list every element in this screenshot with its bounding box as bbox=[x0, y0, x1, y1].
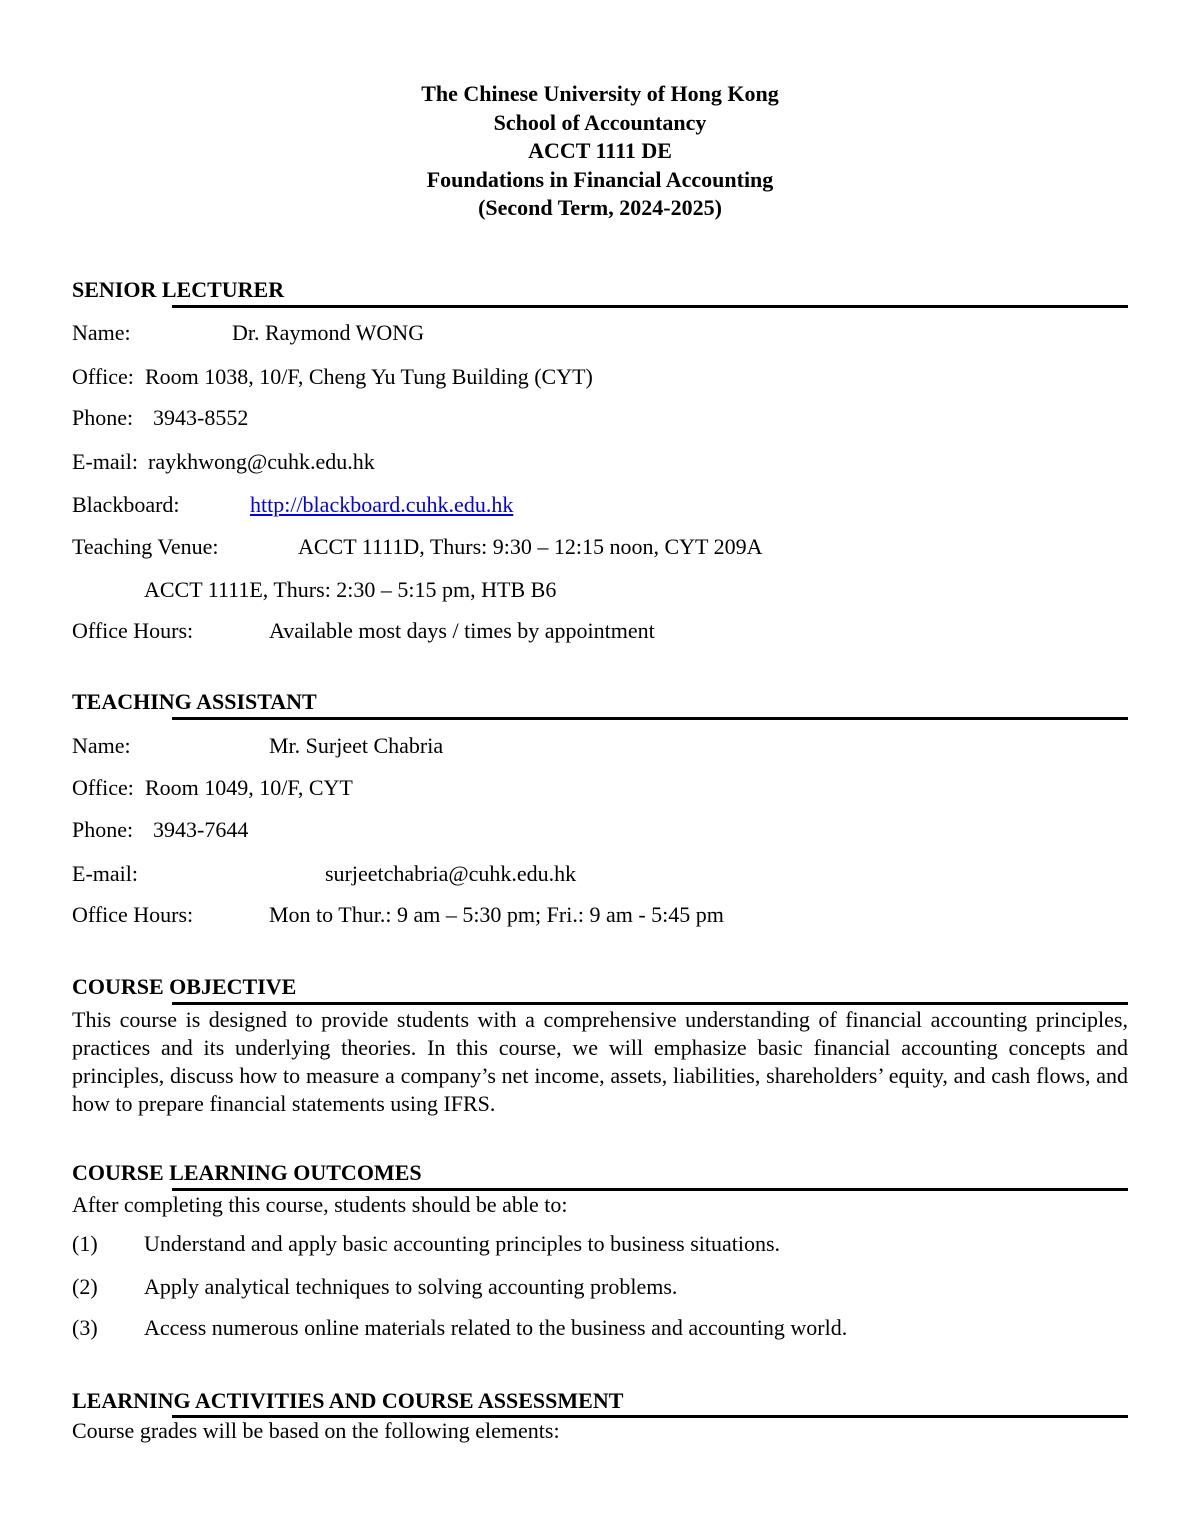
ta-name-label: Name: bbox=[72, 733, 131, 758]
ta-office: Room 1049, 10/F, CYT bbox=[145, 775, 353, 800]
outcome-number: (1) bbox=[72, 1231, 98, 1256]
section-divider bbox=[172, 1002, 1128, 1005]
ta-phone: 3943-7644 bbox=[153, 817, 249, 842]
lecturer-office: Room 1038, 10/F, Cheng Yu Tung Building (CYT) bbox=[145, 364, 593, 389]
learning-outcomes-intro: After completing this course, students should be able to: bbox=[72, 1192, 568, 1217]
lecturer-phone: 3943-8552 bbox=[153, 405, 249, 430]
learning-outcomes-heading: COURSE LEARNING OUTCOMES bbox=[72, 1160, 426, 1186]
teaching-venue-2: ACCT 1111E, Thurs: 2:30 – 5:15 pm, HTB B6 bbox=[144, 577, 557, 602]
outcome-text: Access numerous online materials related to the business and accounting world. bbox=[144, 1315, 848, 1340]
ta-hours-label: Office Hours: bbox=[72, 902, 194, 927]
university-name: The Chinese University of Hong Kong bbox=[421, 81, 779, 106]
outcome-number: (2) bbox=[72, 1274, 98, 1299]
lecturer-email: raykhwong@cuhk.edu.hk bbox=[148, 449, 375, 474]
blackboard-label: Blackboard: bbox=[72, 492, 180, 517]
ta-hours: Mon to Thur.: 9 am – 5:30 pm; Fri.: 9 am - 5:45 pm bbox=[269, 902, 724, 927]
assessment-intro: Course grades will be based on the following elements: bbox=[72, 1418, 560, 1443]
outcome-text: Understand and apply basic accounting principles to business situations. bbox=[144, 1231, 781, 1256]
blackboard-link[interactable]: http://blackboard.cuhk.edu.hk bbox=[250, 492, 514, 517]
outcome-number: (3) bbox=[72, 1315, 98, 1340]
lecturer-phone-label: Phone: bbox=[72, 405, 134, 430]
course-objective-heading: COURSE OBJECTIVE bbox=[72, 974, 300, 1000]
section-divider bbox=[172, 717, 1128, 720]
teaching-assistant-heading: TEACHING ASSISTANT bbox=[72, 689, 321, 715]
ta-email-label: E-mail: bbox=[72, 861, 138, 886]
lecturer-name: Dr. Raymond WONG bbox=[232, 320, 425, 345]
course-code: ACCT 1111 DE bbox=[528, 138, 672, 163]
lecturer-hours-label: Office Hours: bbox=[72, 618, 194, 643]
teaching-venue-label: Teaching Venue: bbox=[72, 534, 219, 559]
ta-email: surjeetchabria@cuhk.edu.hk bbox=[325, 861, 577, 886]
lecturer-email-label: E-mail: bbox=[72, 449, 138, 474]
outcome-text: Apply analytical techniques to solving accounting problems. bbox=[144, 1274, 678, 1299]
lecturer-hours: Available most days / times by appointment bbox=[269, 618, 655, 643]
section-divider bbox=[172, 1188, 1128, 1191]
lecturer-name-label: Name: bbox=[72, 320, 131, 345]
ta-office-label: Office: bbox=[72, 775, 134, 800]
ta-name: Mr. Surjeet Chabria bbox=[269, 733, 444, 758]
course-title: Foundations in Financial Accounting bbox=[426, 166, 774, 192]
school-name: School of Accountancy bbox=[493, 109, 707, 135]
course-objective-text: This course is designed to provide students with a comprehensive understanding of financial accounting principles, practices and its underlying theories. In this course, we will emphasize basic financial accounting concepts and principles, discuss how to measure a company’s net income, assets, liabilities, shareholders’ equity, and cash flows, and how to prepare financial statements using IFRS. bbox=[72, 1007, 1128, 1116]
senior-lecturer-heading: SENIOR LECTURER bbox=[72, 277, 288, 303]
section-divider bbox=[172, 305, 1128, 308]
document-header bbox=[0, 80, 1200, 223]
section-divider bbox=[172, 1415, 1128, 1418]
assessment-heading: LEARNING ACTIVITIES AND COURSE ASSESSMENT bbox=[72, 1388, 627, 1414]
teaching-venue-1: ACCT 1111D, Thurs: 9:30 – 12:15 noon, CYT 209A bbox=[298, 534, 763, 559]
ta-phone-label: Phone: bbox=[72, 817, 134, 842]
lecturer-office-label: Office: bbox=[72, 364, 134, 389]
course-term: (Second Term, 2024-2025) bbox=[478, 195, 722, 220]
